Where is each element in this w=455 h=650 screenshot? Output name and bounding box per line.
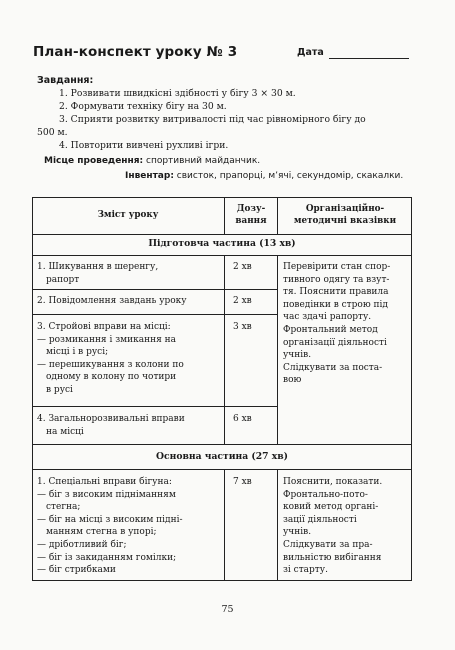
date-label: Дата (297, 47, 324, 58)
task-item-4: 4. Повторити вивчені рухливі ігри. (59, 140, 229, 151)
col-divider (224, 255, 225, 444)
inventory-value: свисток, прапорці, м’ячі, секундомір, скакалки. (176, 171, 404, 181)
col-divider (224, 469, 225, 581)
place-line (44, 156, 260, 166)
task-item-2: 2. Формувати техніку бігу на 30 м. (59, 101, 227, 112)
table-border-top (32, 197, 412, 198)
row-dose: 7 хв (233, 477, 252, 487)
col-divider (277, 255, 278, 444)
row-dose: 2 хв (233, 296, 252, 306)
task-item-3-continued: 500 м. (37, 127, 68, 138)
row-content: 1. Шикування в шеренгу, рапорт (37, 262, 159, 285)
table-border-bottom (32, 580, 412, 581)
header-dose: Дозу- вання (235, 204, 267, 226)
row-rule (32, 314, 278, 315)
col-divider (277, 469, 278, 581)
lesson-table (32, 197, 412, 581)
row-rule (32, 406, 278, 407)
section2-rule (32, 469, 412, 470)
section2-title: Основна частина (27 хв) (156, 451, 288, 462)
section1-title: Підготовча частина (13 хв) (148, 238, 296, 249)
row-content: 3. Стройові вправи на місці: — розмикання і змикання на місці і в русі; — перешикування з колони по одному в колону по чотири в русі (37, 322, 184, 395)
page-title: План-конспект уроку № 3 (33, 44, 238, 60)
row-rule (32, 289, 278, 290)
header-content: Зміст уроку (97, 210, 159, 220)
section1-end-rule (32, 444, 412, 445)
tasks-heading: Завдання: (37, 75, 94, 86)
place-label: Місце проведення: (44, 156, 144, 166)
header-rule (32, 234, 412, 235)
section1-notes: Перевірити стан спор- тивного одягу та взут- тя. Пояснити правила поведінки в строю під час здачі рапорту. Фронтальний метод організації діяльності учнів. Слідкувати за поста- вою (283, 262, 391, 386)
page-number: 75 (221, 604, 234, 615)
section2-notes: Пояснити, показати. Фронтально-пото- ковий метод органі- зації діяльності учнів. Слідкувати за пра- вильністю вибігання зі старту. (283, 477, 383, 576)
row-content: 4. Загальнорозвивальні вправи на місці (37, 414, 185, 437)
place-value: спортивний майданчик. (146, 156, 261, 166)
row-dose: 6 хв (233, 414, 252, 424)
header (33, 44, 413, 60)
row-dose: 2 хв (233, 262, 252, 272)
row-dose: 3 хв (233, 322, 252, 332)
inventory-line (125, 171, 403, 181)
row-content: 1. Спеціальні вправи бігуна: — біг з високим підніманням стегна; — біг на місці з високим підні- манням стегна в упорі; — дріботливий біг; — біг із закиданням гомілки; — біг стрибками (37, 477, 183, 576)
date-blank-line (329, 58, 409, 59)
header-notes: Організаційно- методичні вказівки (293, 204, 397, 226)
row-content: 2. Повідомлення завдань уроку (37, 296, 187, 306)
task-item-1: 1. Розвивати швидкісні здібності у бігу 3 × 30 м. (59, 88, 296, 99)
inventory-label: Інвентар: (125, 171, 174, 181)
task-item-3: 3. Сприяти розвитку витривалості під час рівномірного бігу до (59, 114, 366, 125)
section1-rule (32, 255, 412, 256)
